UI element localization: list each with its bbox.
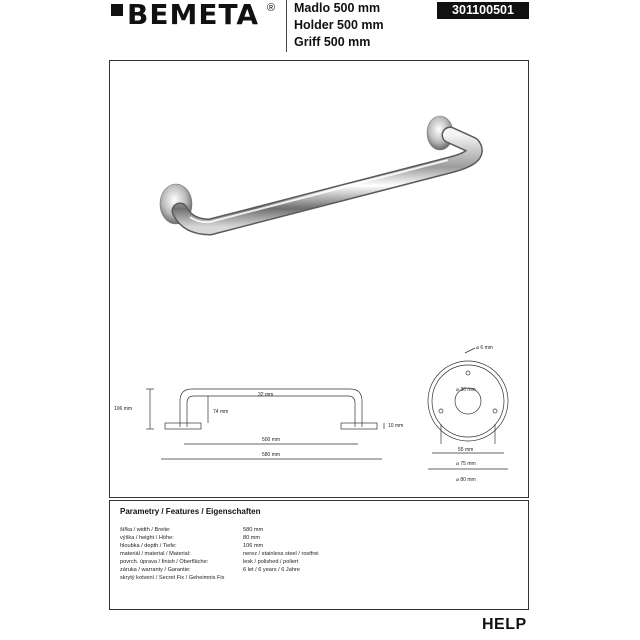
product-title-de: Griff 500 mm	[294, 35, 371, 49]
hole-diameter-label: ⌀ 6 mm	[476, 345, 493, 351]
hole-spacing-label: 55 mm	[458, 447, 474, 453]
feature-label-finish: povrch. úprava / finish / Oberfläche:	[120, 559, 209, 565]
feature-value-material: nerez / stainless steel / rostfrei	[243, 551, 319, 557]
header-divider	[286, 0, 287, 52]
height-dimension: 106 mm	[114, 406, 133, 412]
product-title-en: Holder 500 mm	[294, 18, 384, 32]
plate-dimension: 10 mm	[388, 423, 404, 429]
header	[0, 0, 640, 56]
product-drawing	[110, 61, 528, 497]
feature-label-height: výška / height / Höhe:	[120, 535, 174, 541]
feature-label-width: šířka / width / Breite:	[120, 527, 171, 533]
feature-value-finish: lesk / polished / poliert	[243, 559, 299, 565]
feature-label-material: materiál / material / Material:	[120, 551, 191, 557]
inner-height-dimension: 74 mm	[213, 409, 229, 415]
side-view-drawing	[146, 389, 384, 459]
feature-label-warranty: záruka / warranty / Garantie:	[120, 567, 191, 573]
product-drawing-frame	[109, 60, 529, 498]
features-title: Parametry / Features / Eigenschaften	[120, 507, 261, 516]
outer-diameter-label: ⌀ 75 mm	[456, 461, 476, 467]
registered-mark: ®	[267, 2, 276, 14]
center-diameter-label: ⌀ 30 mm	[456, 387, 476, 393]
total-diameter-label: ⌀ 80 mm	[456, 477, 476, 483]
brand-logo-mark	[111, 4, 123, 16]
features-panel	[109, 500, 529, 610]
product-code: 301100501	[437, 2, 529, 19]
feature-value-height: 80 mm	[243, 535, 261, 541]
product-titles	[294, 0, 384, 51]
series-name: HELP	[482, 616, 527, 633]
feature-label-depth: hloubka / depth / Tiefe:	[120, 543, 177, 549]
feature-value-warranty: 6 let / 6 years / 6 Jahre	[243, 567, 300, 573]
feature-value-depth: 106 mm	[243, 543, 264, 549]
total-width-dimension: 580 mm	[262, 452, 281, 458]
grab-bar-photo	[160, 116, 474, 227]
feature-value-width: 580 mm	[243, 527, 264, 533]
tube-dimension: 32 mm	[258, 392, 274, 398]
product-title-cz: Madlo 500 mm	[294, 1, 381, 15]
span-dimension: 500 mm	[262, 437, 281, 443]
feature-label-secret-fix: skrytý kotvení / Secret Fix / Geheimnis Fix	[120, 575, 225, 581]
brand-logo: BEMETA	[127, 0, 260, 31]
